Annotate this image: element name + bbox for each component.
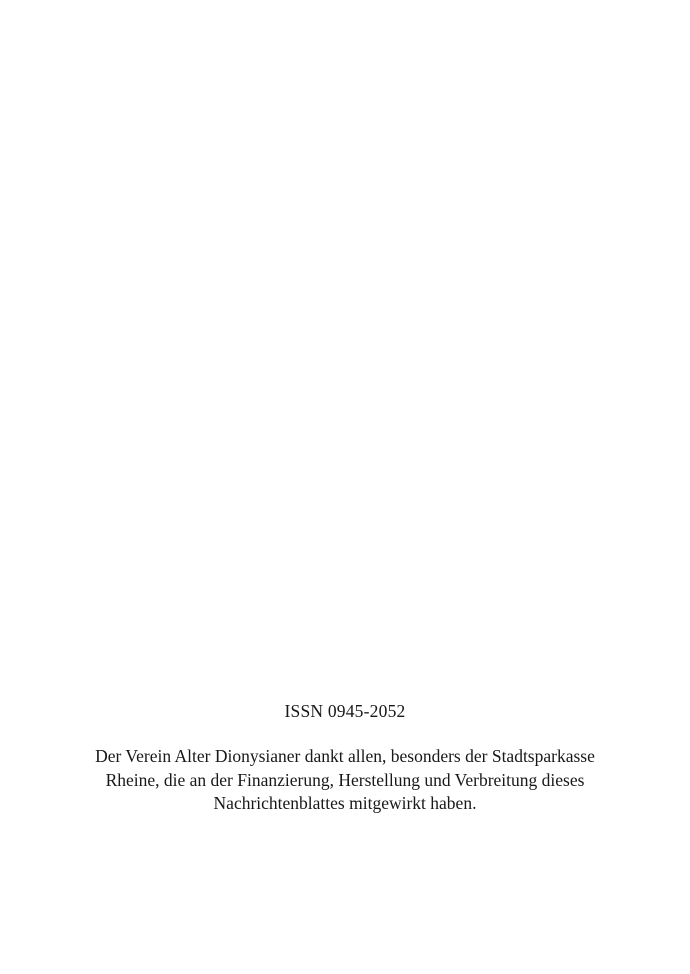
- colophon-block: [0, 700, 690, 816]
- acknowledgement-text: Der Verein Alter Dionysianer dankt allen, besonders der Stadtsparkasse Rheine, die an der Finanzierung, Herstellung und Verbreitung dieses Nachrichtenblattes mitgewirkt haben.: [95, 745, 595, 814]
- issn-line: ISSN 0945-2052: [284, 701, 406, 721]
